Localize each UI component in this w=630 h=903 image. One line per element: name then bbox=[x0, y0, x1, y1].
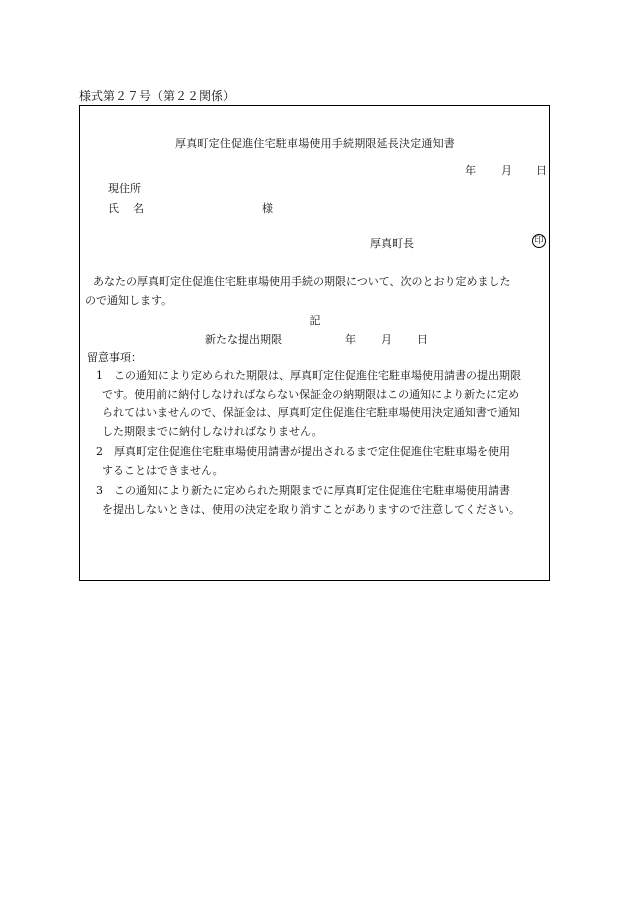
note-line-8: を提出しないときは、使用の決定を取り消すことがありますので注意してください。 bbox=[102, 503, 520, 516]
date-year-label: 年 bbox=[465, 164, 476, 177]
address-label: 現住所 bbox=[108, 182, 141, 195]
note-line-4: した期限までに納付しなければなりません。 bbox=[102, 425, 323, 438]
notes-label: 留意事項： bbox=[87, 351, 142, 364]
deadline-day-label: 日 bbox=[417, 333, 428, 346]
body-line-1: あなたの厚真町定住促進住宅駐車場使用手続の期限について、次のとおり定めました bbox=[93, 275, 511, 288]
honorific-label: 様 bbox=[262, 202, 273, 215]
note-line-3: られてはいませんので、保証金は、厚真町定住促進住宅駐車場使用決定通知書で通知 bbox=[102, 406, 520, 419]
date-month-label: 月 bbox=[501, 164, 512, 177]
document-title: 厚真町定住促進住宅駐車場使用手続期限延長決定通知書 bbox=[175, 137, 455, 150]
note-line-6: することはできません。 bbox=[102, 464, 224, 477]
deadline-month-label: 月 bbox=[381, 333, 392, 346]
note-line-7: 3 この通知により新たに定められた期限までに厚真町定住促進住宅駐車場使用請書 bbox=[96, 484, 510, 497]
note-line-1: 1 この通知により定められた期限は、厚真町定住促進住宅駐車場使用請書の提出期限 bbox=[96, 369, 521, 382]
body-line-2: ので通知します。 bbox=[85, 294, 173, 307]
new-deadline-label: 新たな提出期限 bbox=[205, 333, 282, 346]
form-number-label: 様式第２７号（第２２関係） bbox=[79, 89, 236, 103]
seal-mark: 印 bbox=[532, 234, 546, 248]
date-day-label: 日 bbox=[536, 164, 547, 177]
issuer-label: 厚真町長 bbox=[370, 237, 414, 250]
note-line-5: 2 厚真町定住促進住宅駐車場使用請書が提出されるまで定住促進住宅駐車場を使用 bbox=[96, 445, 510, 458]
name-label: 氏名 bbox=[108, 202, 158, 215]
ki-heading: 記 bbox=[309, 314, 321, 327]
note-line-2: です。使用前に納付しなければならない保証金の納期限はこの通知により新たに定め bbox=[102, 388, 520, 401]
deadline-year-label: 年 bbox=[345, 333, 356, 346]
